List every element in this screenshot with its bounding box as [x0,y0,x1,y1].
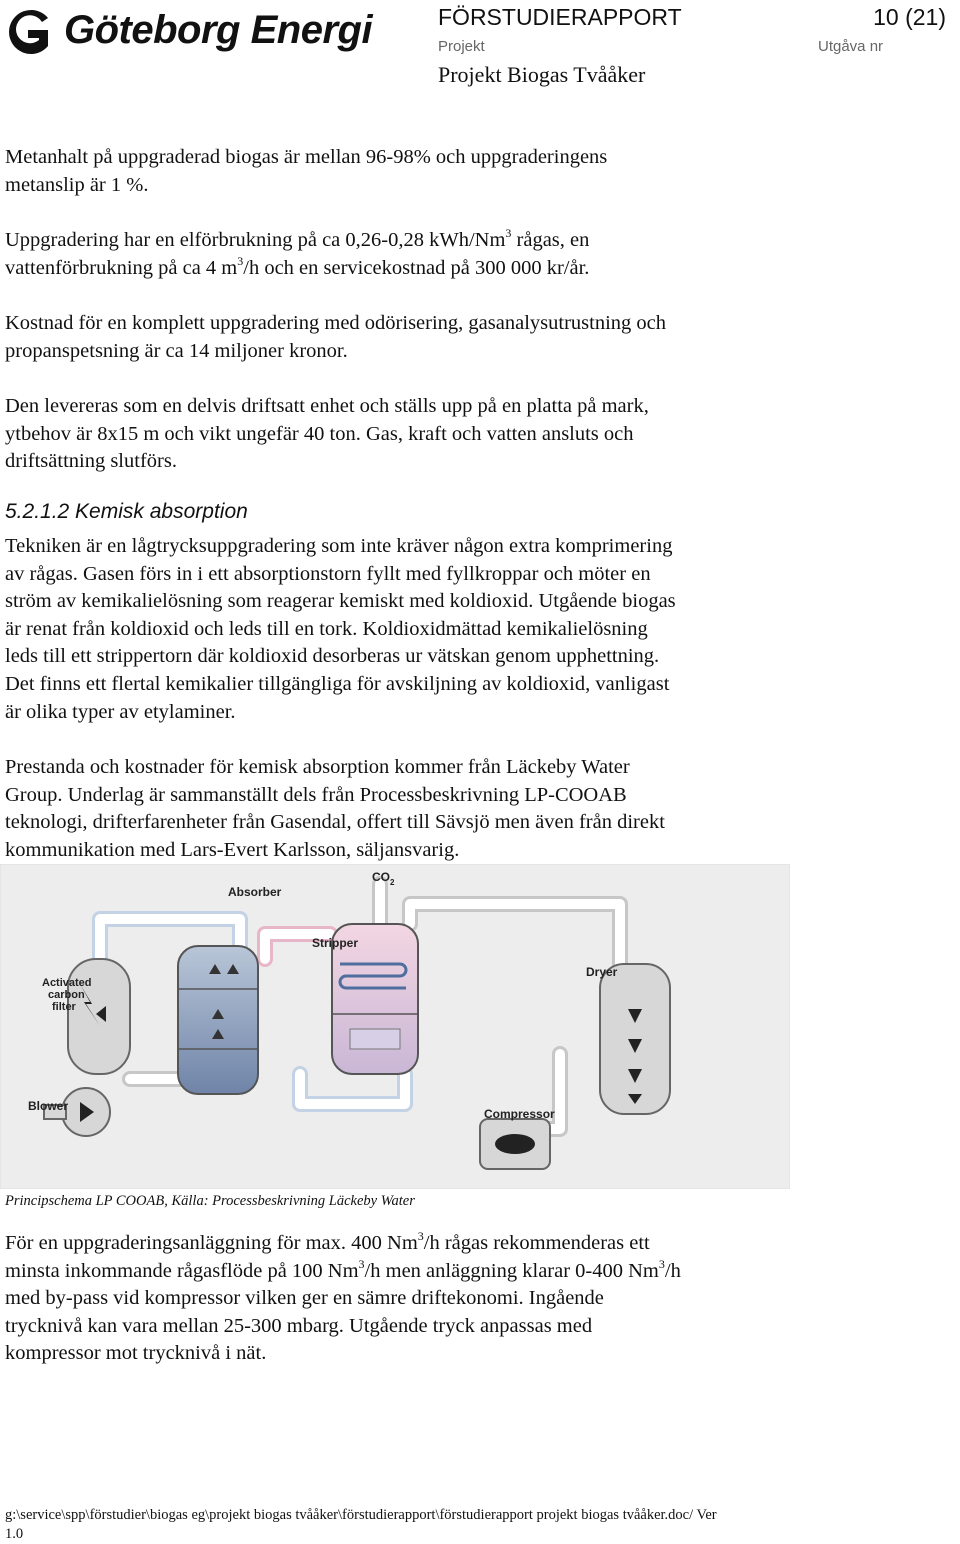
process-diagram [0,864,790,1189]
diagram-label-filter-3: filter [52,1001,76,1013]
paragraph-cost: Kostnad för en komplett uppgradering med odörisering, gasanalysutrustning och propanspetsning är ca 14 miljoner kronor. [5,312,666,362]
paragraph-methane: Metanhalt på uppgraderad biogas är mellan 96-98% och uppgraderingens metanslip är 1 %. [5,146,608,196]
company-logo-icon [4,8,52,56]
paragraph-consumption: Uppgradering har en elförbrukning på ca 0,26-0,28 kWh/Nm$^3$ rågas, en vattenförbrukning på ca 4 $m^3/h$ och en servicekostnad på 300 000 kr/år. [5,226,590,279]
project-name: Projekt Biogas Tvååker [438,62,646,87]
paragraph-delivery: Den levereras som en delvis driftsatt enhet och ställs upp på en platta på mark, ytbehov är 8x15 m och vikt ungefär 40 ton. Gas, kraft och vatten ansluts och driftsättning slutförs. [5,395,649,473]
version-label: Utgåva nr [818,38,884,55]
paragraph-capacity: För en uppgraderingsanläggning för max. 400 Nm$^3$/h rågas rekommenderas ett minsta inkommande rågasflöde på 100 Nm$^3$/h men anläggning klarar 0-400 Nm$^3$/h med by-pass vid kompressor vilken ger en sämre driftekonomi. Ingående trycknivå kan vara mellan 25-300 mbarg. Utgående tryck anpassas med kompressor mot trycknivå i nät. [5,1229,681,1365]
diagram-label-blower: Blower [28,1099,69,1113]
diagram-label-filter-2: carbon [48,989,85,1001]
paragraph-technique: Tekniken är en lågtrycksuppgradering som inte kräver någon extra komprimering av rågas. Gasen förs in i ett absorptionstorn fyllt med fyllkroppar och möter en ström av kemikalielösning som reagerar kemiskt med koldioxid. Utgående biogas är renat från koldioxid och leds till en tork. Koldioxidmättad kemikalielösning leds till ett strippertorn där koldioxid desorberas ur vätskan genom upphettning. Det finns ett flertal kemikalier tillgängliga för avskiljning av koldioxid, vanligast är olika typer av etylaminer. [5,535,676,723]
diagram-label-compressor: Compressor [484,1107,555,1121]
project-label: Projekt [438,38,485,55]
section-heading: 5.2.1.2 Kemisk absorption [5,500,248,523]
diagram-label-dryer: Dryer [586,965,618,979]
document-title: FÖRSTUDIERAPPORT [438,4,682,30]
diagram-label-stripper: Stripper [312,936,359,950]
paragraph-performance: Prestanda och kostnader för kemisk absorption kommer från Läckeby Water Group. Underlag är sammanställt dels från Processbeskrivning LP-COOAB teknologi, drifterfarenheter från Gasendal, offert till Sävsjö men även från direkt kommunikation med Lars-Evert Karlsson, säljansvarig. [5,756,665,861]
company-logo-text: Göteborg Energi [64,8,373,52]
figure-caption: Principschema LP COOAB, Källa: Processbeskrivning Läckeby Water [5,1193,415,1209]
diagram-label-absorber: Absorber [228,885,282,899]
diagram-label-co2: $CO_2$ [372,870,395,887]
page-number: 10 (21) [873,4,946,30]
footer-file-path: g:\service\spp\förstudier\biogas eg\projekt biogas tvååker\förstudierapport\förstudierapport projekt biogas tvååker.doc/ Ver 1.0 [5,1507,717,1542]
diagram-label-filter-1: Activated [42,977,92,989]
